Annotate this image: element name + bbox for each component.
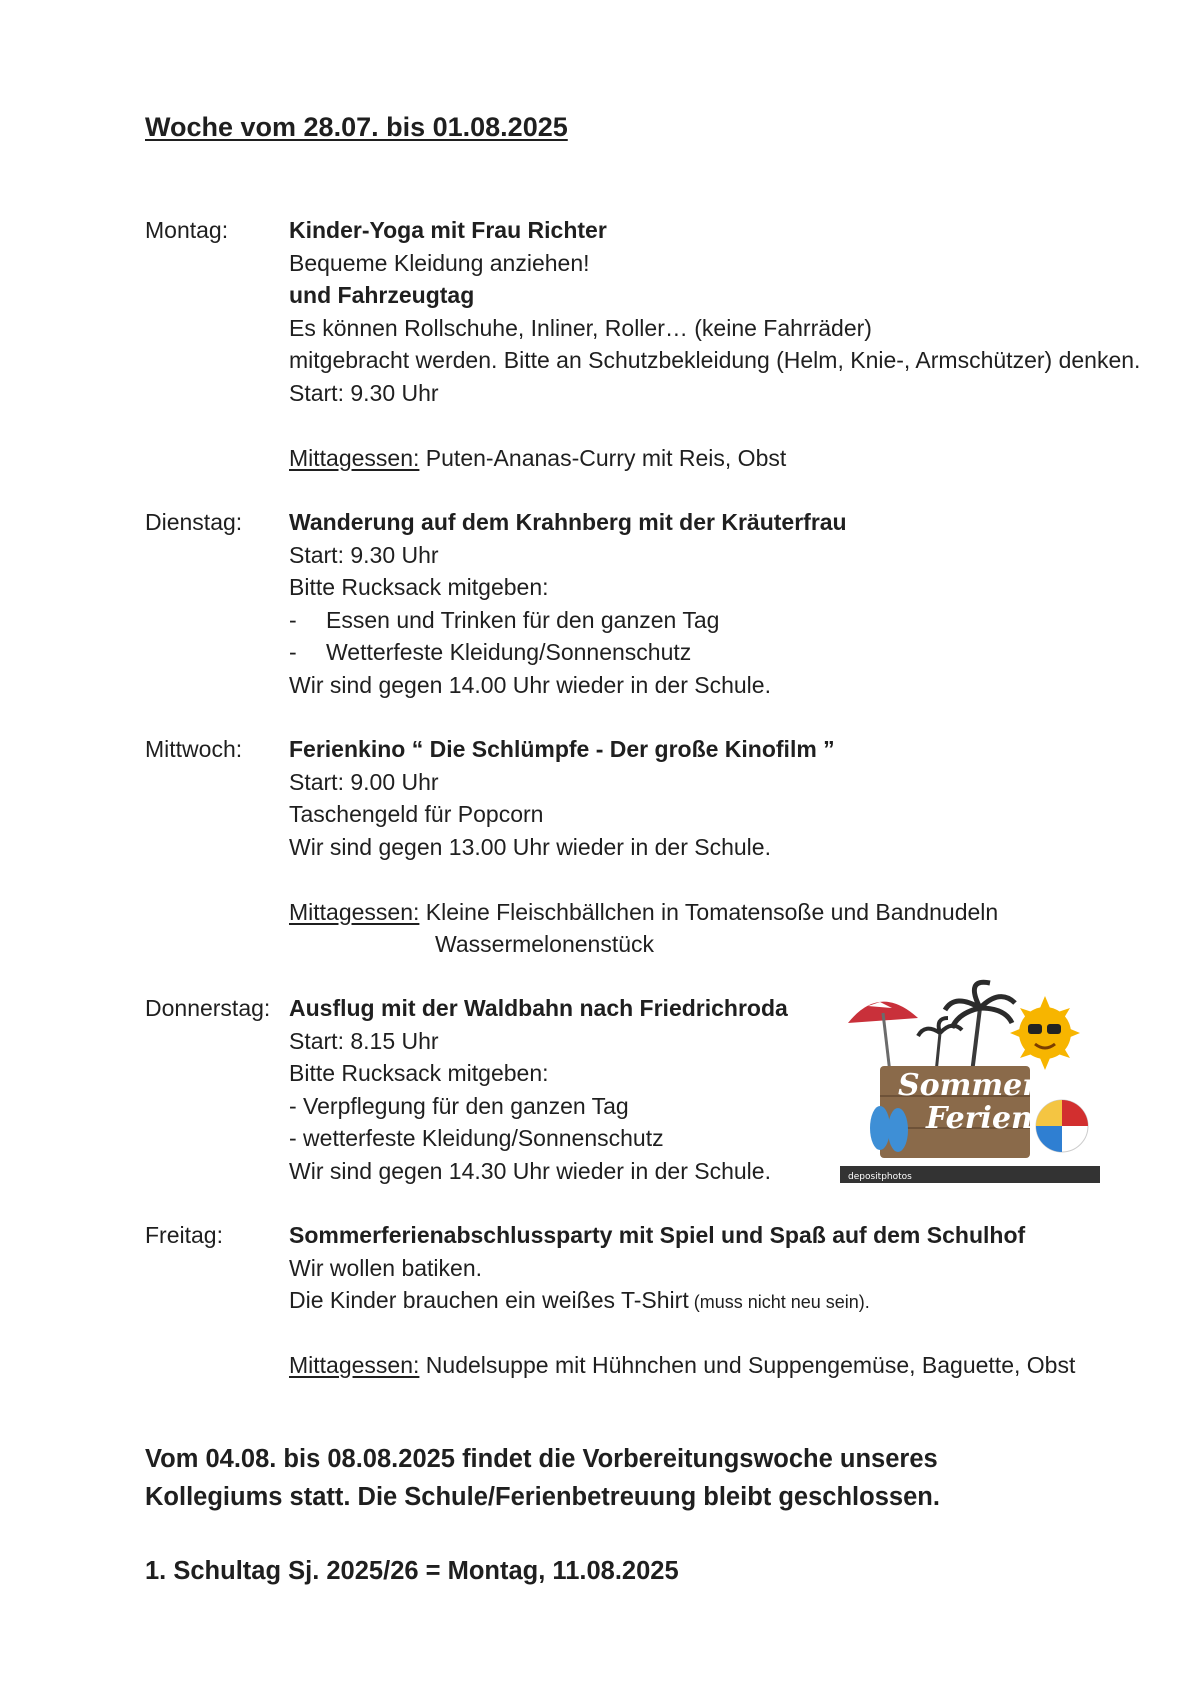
list-dash: - [289,639,297,665]
activity-line: Bequeme Kleidung anziehen! [289,249,590,276]
activity-title: Kinder-Yoga mit Frau Richter [289,217,607,243]
lunch-line [289,896,998,929]
list-item-text: Essen und Trinken für den ganzen Tag [326,606,720,633]
lunch-line [289,1349,1075,1382]
activity-line: Wir wollen batiken. [289,1254,483,1281]
first-school-day: 1. Schultag Sj. 2025/26 = Montag, 11.08.2025 [145,1557,679,1585]
closing-notice [145,1440,940,1516]
week-title: Woche vom 28.07. bis 01.08.2025 [145,112,568,142]
lunch-text: Kleine Fleischbällchen in Tomatensoße und Bandnudeln [425,898,999,925]
day-body [289,1219,1075,1382]
activity-text: Die Kinder brauchen ein weißes T-Shirt [289,1287,689,1313]
lunch-label: Mittagessen: [289,898,420,925]
beach-ball-icon [1036,1100,1088,1152]
lunch-label: Mittagessen: [289,1352,420,1378]
lunch-label: Mittagessen: [289,444,420,471]
activity-line: - wetterfeste Kleidung/Sonnenschutz [289,1125,664,1151]
activity-line [289,1284,1075,1317]
activity-title: Sommerferienabschlussparty mit Spiel und Spaß auf dem Schulhof [289,1222,1026,1248]
day-body [289,733,998,961]
activity-line: Wir sind gegen 14.00 Uhr wieder in der Schule. [289,671,771,698]
activity-line: mitgebracht werden. Bitte an Schutzbekleidung (Helm, Knie-, Armschützer) denken. [289,347,1141,373]
activity-title: Ausflug mit der Waldbahn nach Friedrichroda [289,995,788,1021]
activity-line: Taschengeld für Popcorn [289,801,544,827]
closing-line: Vom 04.08. bis 08.08.2025 findet die Vorbereitungswoche unseres [145,1445,938,1473]
lunch-line-cont [289,928,998,961]
day-label: Dienstag: [145,509,243,535]
day-body [289,992,788,1187]
day-body [289,214,1140,474]
list-dash: - [289,606,297,633]
sun-icon [1010,996,1080,1070]
activity-title: Wanderung auf dem Krahnberg mit der Kräuterfrau [289,509,847,535]
activity-line: Bitte Rucksack mitgeben: [289,574,549,600]
activity-line: Wir sind gegen 14.30 Uhr wieder in der Schule. [289,1157,771,1184]
activity-line: Start: 9.30 Uhr [289,379,439,406]
lunch-text: Puten-Ananas-Curry mit Reis, Obst [425,444,787,471]
activity-title: Ferienkino “ Die Schlümpfe - Der große Kinofilm ” [289,736,835,762]
list-item [289,636,847,669]
lunch-text: Nudelsuppe mit Hühnchen und Suppengemüse, Baguette, Obst [425,1352,1076,1378]
activity-line: Bitte Rucksack mitgeben: [289,1060,549,1086]
activity-line: Wir sind gegen 13.00 Uhr wieder in der Schule. [289,833,771,860]
list-item [289,604,847,637]
activity-line: Es können Rollschuhe, Inliner, Roller… (keine Fahrräder) [289,314,872,341]
lunch-line [289,442,1140,475]
day-label: Montag: [145,217,229,243]
activity-title: und Fahrzeugtag [289,282,475,308]
activity-line: Start: 8.15 Uhr [289,1027,439,1054]
day-label: Freitag: [145,1222,223,1248]
summer-holiday-sign-icon [840,978,1100,1183]
image-credit: depositphotos [848,1172,912,1182]
day-label: Mittwoch: [145,736,243,762]
lunch-text: Wassermelonenstück [435,931,655,957]
summer-holiday-logo [840,978,1100,1183]
activity-line: Start: 9.30 Uhr [289,541,439,568]
closing-line: Kollegiums statt. Die Schule/Ferienbetreuung bleibt geschlossen. [145,1483,940,1511]
activity-note: (muss nicht neu sein). [688,1292,870,1312]
activity-line: - Verpflegung für den ganzen Tag [289,1092,629,1119]
list-item-text: Wetterfeste Kleidung/Sonnenschutz [326,639,692,665]
sign-line2: Ferien [926,1101,1033,1136]
day-body [289,506,847,701]
sign-line1: Sommer [898,1068,1039,1103]
activity-line: Start: 9.00 Uhr [289,768,439,795]
day-label: Donnerstag: [145,995,271,1021]
